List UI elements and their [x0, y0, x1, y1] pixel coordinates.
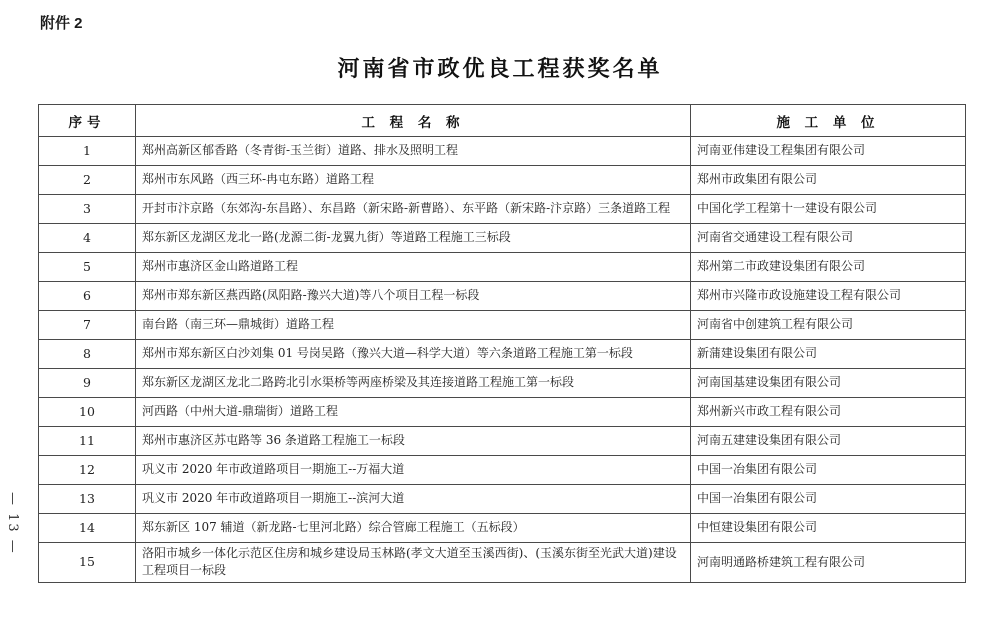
row-construction-unit-cell: 中国化学工程第十一建设有限公司 — [691, 195, 966, 224]
row-index-cell: 5 — [39, 253, 136, 282]
table-row — [39, 137, 966, 166]
row-index-cell: 9 — [39, 369, 136, 398]
row-project-name-cell: 开封市汴京路（东郊沟-东昌路）、东昌路（新宋路-新曹路）、东平路（新宋路-汴京路）三条道路工程 — [136, 195, 691, 224]
row-construction-unit-cell: 郑州市政集团有限公司 — [691, 166, 966, 195]
row-project-name-cell: 郑州市东风路（西三环-冉屯东路）道路工程 — [136, 166, 691, 195]
table-row — [39, 311, 966, 340]
table-body — [39, 137, 966, 583]
row-project-name-cell: 郑东新区 107 辅道（新龙路-七里河北路）综合管廊工程施工（五标段） — [136, 514, 691, 543]
header-cell-project-name: 工 程 名 称 — [136, 105, 691, 137]
table-row — [39, 456, 966, 485]
row-index-cell: 11 — [39, 427, 136, 456]
row-project-name-cell: 郑东新区龙湖区龙北二路跨北引水渠桥等两座桥梁及其连接道路工程施工第一标段 — [136, 369, 691, 398]
table-row — [39, 543, 966, 583]
row-project-name-cell: 巩义市 2020 年市政道路项目一期施工--万福大道 — [136, 456, 691, 485]
table-row — [39, 166, 966, 195]
row-construction-unit-cell: 中国一冶集团有限公司 — [691, 456, 966, 485]
row-project-name-cell: 巩义市 2020 年市政道路项目一期施工--滨河大道 — [136, 485, 691, 514]
table-row — [39, 195, 966, 224]
attachment-label: 附件 2 — [40, 15, 83, 32]
row-index-cell: 13 — [39, 485, 136, 514]
row-index-cell: 1 — [39, 137, 136, 166]
row-index-cell: 6 — [39, 282, 136, 311]
row-index-cell: 4 — [39, 224, 136, 253]
table-row — [39, 253, 966, 282]
row-project-name-cell: 南台路（南三环—鼎城街）道路工程 — [136, 311, 691, 340]
row-project-name-cell: 郑州市惠济区苏屯路等 36 条道路工程施工一标段 — [136, 427, 691, 456]
row-construction-unit-cell: 河南省交通建设工程有限公司 — [691, 224, 966, 253]
row-index-cell: 15 — [39, 543, 136, 583]
row-construction-unit-cell: 河南明通路桥建筑工程有限公司 — [691, 543, 966, 583]
row-project-name-cell: 郑州市郑东新区燕西路(凤阳路-豫兴大道)等八个项目工程一标段 — [136, 282, 691, 311]
row-index-cell: 7 — [39, 311, 136, 340]
table-row — [39, 224, 966, 253]
row-project-name-cell: 郑州市郑东新区白沙刘集 01 号岗吴路（豫兴大道—科学大道）等六条道路工程施工第一标段 — [136, 340, 691, 369]
row-project-name-cell: 郑州市惠济区金山路道路工程 — [136, 253, 691, 282]
row-construction-unit-cell: 河南省中创建筑工程有限公司 — [691, 311, 966, 340]
row-construction-unit-cell: 中国一冶集团有限公司 — [691, 485, 966, 514]
table-row — [39, 427, 966, 456]
row-index-cell: 12 — [39, 456, 136, 485]
row-index-cell: 14 — [39, 514, 136, 543]
row-index-cell: 2 — [39, 166, 136, 195]
table-header-row — [39, 105, 966, 137]
award-table — [38, 104, 966, 583]
page-title: 河南省市政优良工程获奖名单 — [337, 56, 663, 81]
page-number: — 13 — — [5, 492, 20, 555]
row-construction-unit-cell: 河南国基建设集团有限公司 — [691, 369, 966, 398]
row-construction-unit-cell: 河南亚伟建设工程集团有限公司 — [691, 137, 966, 166]
row-project-name-cell: 郑州高新区郁香路（冬青街-玉兰街）道路、排水及照明工程 — [136, 137, 691, 166]
table-row — [39, 369, 966, 398]
row-construction-unit-cell: 郑州新兴市政工程有限公司 — [691, 398, 966, 427]
row-project-name-cell: 洛阳市城乡一体化示范区住房和城乡建设局玉林路(孝文大道至玉溪西街)、(玉溪东街至光武大道)建设工程项目一标段 — [136, 543, 691, 583]
row-project-name-cell: 郑东新区龙湖区龙北一路(龙源二街-龙翼九街）等道路工程施工三标段 — [136, 224, 691, 253]
row-construction-unit-cell: 郑州市兴隆市政设施建设工程有限公司 — [691, 282, 966, 311]
row-project-name-cell: 河西路（中州大道-鼎瑞街）道路工程 — [136, 398, 691, 427]
header-cell-construction-unit: 施 工 单 位 — [691, 105, 966, 137]
row-construction-unit-cell: 新蒲建设集团有限公司 — [691, 340, 966, 369]
table-row — [39, 398, 966, 427]
row-index-cell: 8 — [39, 340, 136, 369]
row-construction-unit-cell: 河南五建建设集团有限公司 — [691, 427, 966, 456]
row-construction-unit-cell: 中恒建设集团有限公司 — [691, 514, 966, 543]
table-row — [39, 282, 966, 311]
table-row — [39, 485, 966, 514]
table-row — [39, 514, 966, 543]
header-cell-index: 序号 — [39, 105, 136, 137]
table-header — [39, 105, 966, 137]
table-row — [39, 340, 966, 369]
row-construction-unit-cell: 郑州第二市政建设集团有限公司 — [691, 253, 966, 282]
row-index-cell: 10 — [39, 398, 136, 427]
row-index-cell: 3 — [39, 195, 136, 224]
